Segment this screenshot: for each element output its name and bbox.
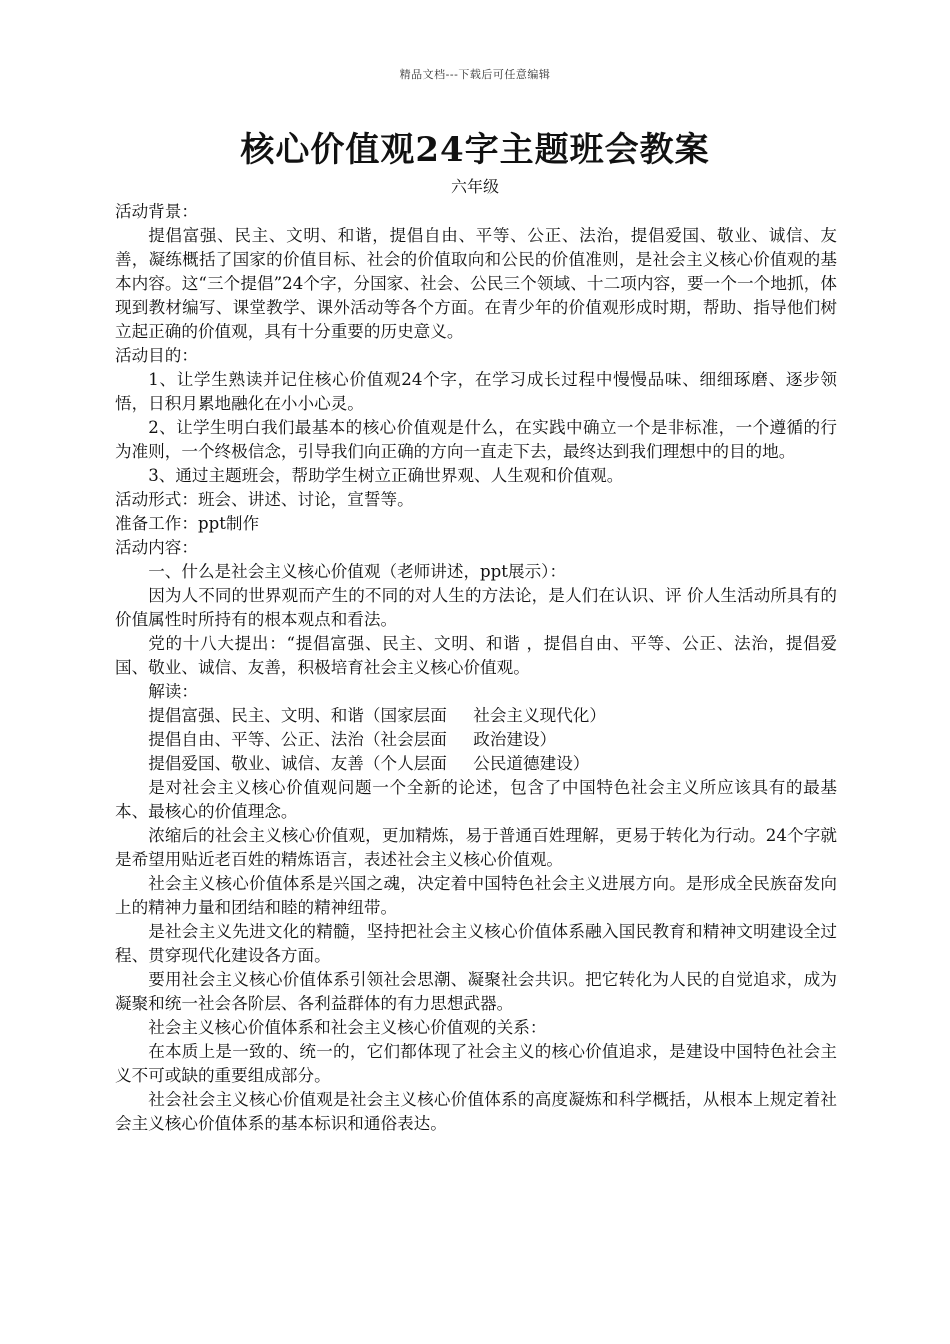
paragraph-interpretation-label: 解读： [148, 682, 198, 701]
interpretation-line-personal: 提倡爱国、敬业、诚信、友善（个人层面 公民道德建设） [148, 754, 590, 773]
paragraph-content-7: 是社会主义先进文化的精髓，坚持把社会主义核心价值体系融入国民教育和精神文明建设全过程、贯穿现代化建设各方面。 [115, 922, 837, 965]
interpretation-line-social: 提倡自由、平等、公正、法治（社会层面 政治建设） [148, 730, 557, 749]
paragraph-content-4: 是对社会主义核心价值观问题一个全新的论述，包含了中国特色社会主义所应该具有的最基本、最核心的价值理念。 [115, 778, 837, 821]
paragraph-content-6: 社会主义核心价值体系是兴国之魂，决定着中国特色社会主义进展方向。是形成全民族奋发向上的精神力量和团结和睦的精神纽带。 [115, 874, 837, 917]
document-title: 核心价值观24字主题班会教案 [240, 130, 710, 170]
interpretation-line-national: 提倡富强、民主、文明、和谐（国家层面 社会主义现代化） [148, 706, 606, 725]
document-body [115, 200, 837, 1136]
paragraph-content-5: 浓缩后的社会主义核心价值观，更加精炼，易于普通百姓理解，更易于转化为行动。24个字就是希望用贴近老百姓的精炼语言，表述社会主义核心价值观。 [115, 826, 837, 869]
section-heading-goals: 活动目的： [115, 346, 198, 365]
section-heading-preparation: 准备工作：ppt制作 [115, 514, 260, 533]
section-heading-format: 活动形式：班会、讲述、讨论，宣誓等。 [115, 490, 414, 509]
section-heading-background: 活动背景： [115, 202, 198, 221]
section-heading-content: 活动内容： [115, 538, 198, 557]
paragraph-content-9: 社会主义核心价值体系和社会主义核心价值观的关系： [148, 1018, 547, 1037]
paragraph-goal-1: 1、让学生熟读并记住核心价值观24个字，在学习成长过程中慢慢品味、细细琢磨、逐步领悟，日积月累地融化在小小心灵。 [115, 370, 837, 413]
paragraph-content-2: 因为人不同的世界观而产生的不同的对人生的方法论，是人们在认识、评 价人生活动所具有的价值属性时所持有的根本观点和看法。 [115, 586, 837, 629]
paragraph-content-11: 社会社会主义核心价值观是社会主义核心价值体系的高度凝炼和科学概括，从根本上规定着社会主义核心价值体系的基本标识和通俗表达。 [115, 1090, 837, 1133]
paragraph-content-8: 要用社会主义核心价值体系引领社会思潮、凝聚社会共识。把它转化为人民的自觉追求，成为凝聚和统一社会各阶层、各利益群体的有力思想武器。 [115, 970, 837, 1013]
paragraph-content-1: 一、什么是社会主义核心价值观（老师讲述，ppt展示）： [148, 562, 567, 581]
paragraph-content-3: 党的十八大提出：“提倡富强、民主、文明、和谐 ，提倡自由、平等、公正、法治，提倡爱国、敬业、诚信、友善，积极培育社会主义核心价值观。 [115, 634, 837, 677]
paragraph-goal-3: 3、通过主题班会，帮助学生树立正确世界观、人生观和价值观。 [148, 466, 624, 485]
paragraph-content-10: 在本质上是一致的、统一的，它们都体现了社会主义的核心价值追求，是建设中国特色社会主义不可或缺的重要组成部分。 [115, 1042, 837, 1085]
document-subtitle: 六年级 [450, 177, 499, 196]
paragraph-goal-2: 2、让学生明白我们最基本的核心价值观是什么，在实践中确立一个是非标准，一个遵循的行为准则，一个终极信念，引导我们向正确的方向一直走下去，最终达到我们理想中的目的地。 [115, 418, 837, 461]
page-header-note: 精品文档---下载后可任意编辑 [399, 68, 551, 81]
paragraph-background: 提倡富强、民主、文明、和谐，提倡自由、平等、公正、法治，提倡爱国、敬业、诚信、友善，凝练概括了国家的价值目标、社会的价值取向和公民的价值准则，是社会主义核心价值观的基本内容。这“三个提倡”24个字，分国家、社会、公民三个领域、十二项内容，要一个一个地抓，体现到教材编写、课堂教学、课外活动等各个方面。在青少年的价值观形成时期，帮助、指导他们树立起正确的价值观，具有十分重要的历史意义。 [115, 226, 837, 341]
